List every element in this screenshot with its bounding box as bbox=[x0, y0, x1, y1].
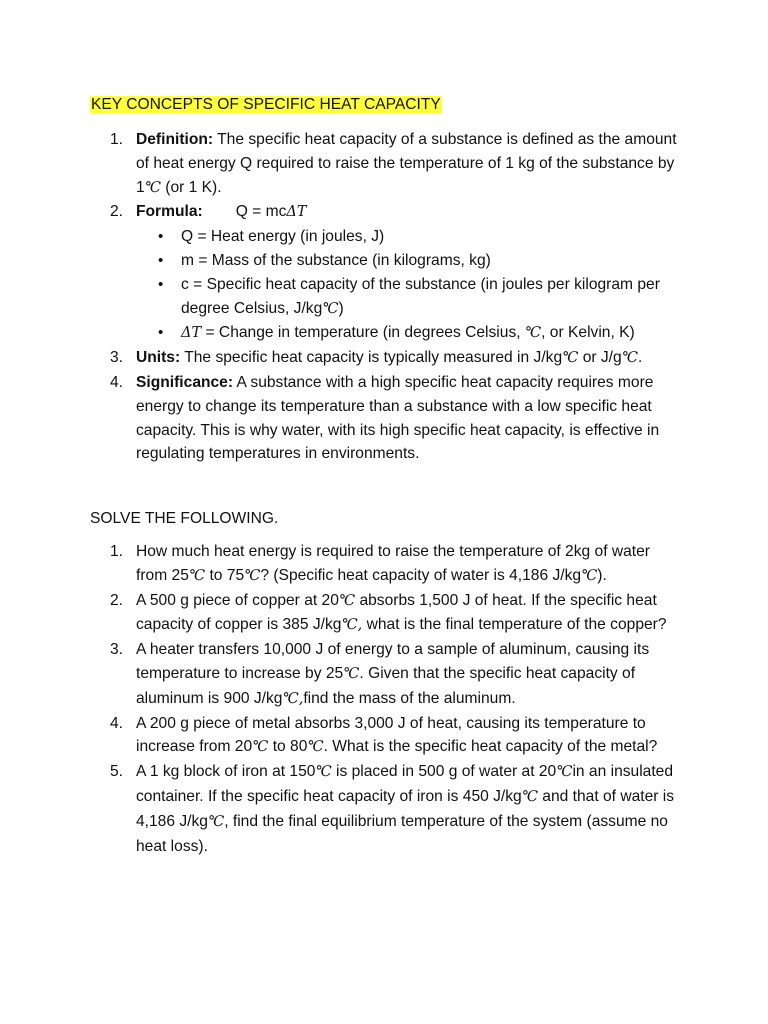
problem-text: is placed in 500 g of water at 20 bbox=[331, 763, 557, 781]
list-number: 3. bbox=[110, 349, 124, 367]
problem-item bbox=[0, 712, 768, 761]
formula-variables-list bbox=[136, 225, 680, 346]
term-label: Significance: bbox=[136, 373, 234, 391]
problem-text: to 75 bbox=[205, 566, 245, 584]
units-text: The specific heat capacity is typically measured in J/kg bbox=[180, 349, 563, 367]
problem-text: A 1 kg block of iron at 150 bbox=[136, 763, 316, 781]
celsius-symbol: ℃ bbox=[207, 813, 225, 830]
celsius-symbol: ℃ bbox=[252, 739, 269, 756]
celsius-symbol: ℃ bbox=[581, 567, 598, 584]
problem-text: A 500 g piece of copper at 20 bbox=[136, 591, 339, 609]
units-text-mid: or J/g bbox=[578, 349, 622, 367]
bullet-item-m bbox=[136, 249, 680, 273]
celsius-symbol: ℃ bbox=[338, 592, 356, 609]
list-item-significance bbox=[0, 371, 768, 466]
problem-text: A 200 g piece of metal absorbs 3,000 J of heat, causing its temperature to increase from 20 bbox=[136, 714, 646, 756]
list-number: 1. bbox=[110, 131, 124, 148]
bullet-item-q bbox=[136, 225, 680, 249]
problem-text: in an insulated container. If the specific heat capacity of iron is 450 J/kg bbox=[136, 763, 674, 805]
list-number: 5. bbox=[110, 763, 124, 781]
celsius-symbol: ℃ bbox=[144, 179, 161, 196]
problem-text: , find the final equilibrium temperature of the system (assume no heat loss). bbox=[136, 812, 668, 855]
page-title bbox=[90, 93, 442, 116]
term-label: Formula: bbox=[136, 203, 203, 221]
celsius-symbol: ℃ bbox=[621, 350, 638, 367]
delta-t-symbol: ΔT bbox=[286, 204, 307, 221]
units-text-end: . bbox=[637, 349, 643, 367]
celsius-symbol: ℃, bbox=[282, 690, 304, 707]
problem-text: what is the final temperature of the copper? bbox=[362, 616, 667, 634]
problem-text: . What is the specific heat capacity of the metal? bbox=[323, 738, 658, 756]
celsius-symbol: ℃ bbox=[521, 788, 538, 805]
definition-text-end: (or 1 K). bbox=[160, 178, 222, 196]
list-number: 2. bbox=[110, 203, 124, 221]
bullet-item-delta-t bbox=[136, 321, 680, 346]
problem-item bbox=[0, 638, 768, 711]
term-label: Definition: bbox=[136, 131, 214, 148]
bullet-item-c bbox=[136, 273, 680, 322]
problem-text: How much heat energy is required to raise the temperature of 2kg of water from 25 bbox=[136, 543, 650, 584]
problem-text: and that of water is 4,186 J/kg bbox=[136, 787, 675, 830]
celsius-symbol: ℃ bbox=[188, 567, 206, 584]
celsius-symbol: ℃ bbox=[562, 350, 579, 367]
concepts-list bbox=[0, 128, 768, 466]
list-number: 2. bbox=[110, 591, 124, 609]
celsius-symbol: ℃ bbox=[315, 764, 332, 781]
highlighted-title: KEY CONCEPTS OF SPECIFIC HEAT CAPACITY bbox=[91, 96, 441, 113]
list-item-formula bbox=[0, 200, 768, 346]
celsius-symbol: ℃ bbox=[556, 764, 573, 781]
problem-text: A heater transfers 10,000 J of energy to a sample of aluminum, causing its temperature to increase by 25 bbox=[136, 641, 650, 682]
problem-text: ). bbox=[597, 566, 607, 584]
problem-item bbox=[0, 760, 768, 858]
list-number: 1. bbox=[110, 543, 124, 560]
problem-item bbox=[0, 589, 768, 639]
list-number: 3. bbox=[110, 641, 124, 659]
list-item-definition bbox=[0, 128, 768, 200]
list-item-units bbox=[0, 346, 768, 371]
list-number: 4. bbox=[110, 714, 124, 732]
formula-text: Q = mc bbox=[235, 203, 287, 221]
celsius-symbol: ℃ bbox=[322, 300, 339, 317]
problems-list bbox=[0, 540, 768, 858]
term-label: Units: bbox=[136, 349, 181, 367]
bullet-text-end: ) bbox=[338, 299, 344, 317]
problem-text: absorbs 1,500 J of heat. If the specific heat capacity of copper is 385 J/kg bbox=[136, 591, 657, 634]
problem-text: to 80 bbox=[268, 738, 308, 756]
significance-text: A substance with a high specific heat capacity requires more energy to change its temperature than a substance with a low specific heat capacity. This is why water, with its high specific heat capacity, is effective in regulating temperatures in environments. bbox=[136, 373, 660, 463]
section-heading-solve: SOLVE THE FOLLOWING. bbox=[90, 510, 279, 527]
celsius-symbol: ℃ bbox=[244, 567, 261, 584]
problem-text: find the mass of the aluminum. bbox=[303, 689, 516, 707]
problem-text: . Given that the specific heat capacity of aluminum is 900 J/kg bbox=[136, 664, 636, 707]
problem-text: ? (Specific heat capacity of water is 4,186 J/kg bbox=[260, 566, 582, 584]
delta-t-symbol: ΔT bbox=[181, 325, 202, 342]
celsius-symbol: ℃, bbox=[341, 617, 363, 634]
bullet-text: c = Specific heat capacity of the substance (in joules per kilogram per degree Celsius, J/kg bbox=[181, 275, 660, 317]
celsius-symbol: ℃ bbox=[307, 739, 324, 756]
problem-item bbox=[0, 540, 768, 589]
bullet-text-end: , or Kelvin, K) bbox=[541, 324, 635, 342]
bullet-text: m = Mass of the substance (in kilograms, kg) bbox=[181, 251, 491, 269]
celsius-symbol: ℃ bbox=[524, 325, 542, 342]
celsius-symbol: ℃ bbox=[343, 665, 360, 682]
definition-text: The specific heat capacity of a substance is defined as the amount of heat energy Q required to raise the temperature of 1 kg of the substance by 1 bbox=[136, 131, 677, 196]
list-number: 4. bbox=[110, 373, 124, 391]
bullet-text: = Change in temperature (in degrees Celsius, bbox=[201, 324, 525, 342]
bullet-text: Q = Heat energy (in joules, J) bbox=[181, 228, 385, 246]
